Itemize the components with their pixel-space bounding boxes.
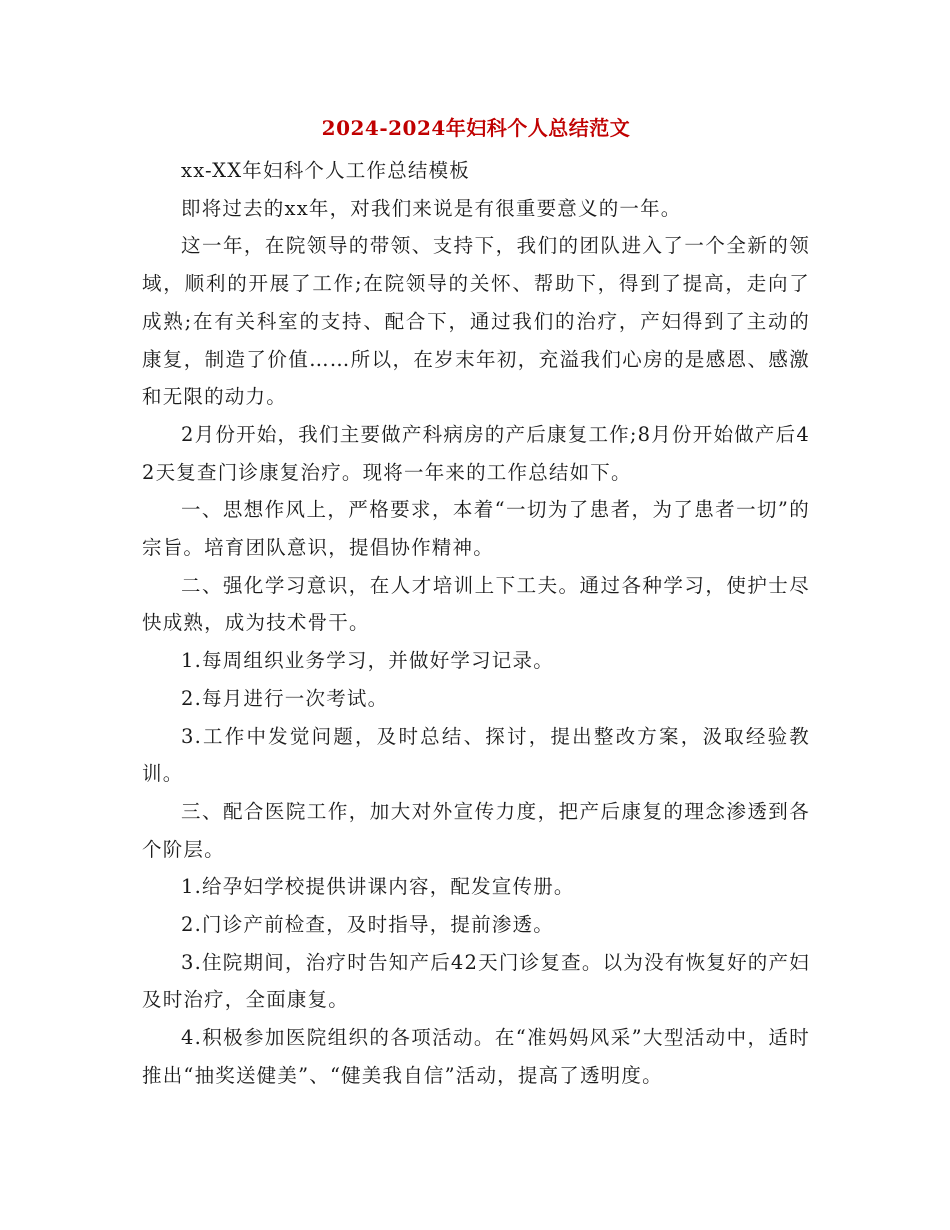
paragraph-section-two: 二、强化学习意识，在人才培训上下工夫。通过各种学习，使护士尽快成熟，成为技术骨干。 [142,573,810,635]
paragraph-item-2-2: 2.每月进行一次考试。 [181,686,389,710]
paragraph-section-three: 三、配合医院工作，加大对外宣传力度，把产后康复的理念渗透到各个阶层。 [142,799,810,861]
paragraph-item-2-1: 1.每周组织业务学习，并做好学习记录。 [181,649,554,673]
document-body [142,152,810,1095]
paragraph-section-one: 一、思想作风上，严格要求，本着“一切为了患者，为了患者一切”的宗旨。培育团队意识，提倡协作精神。 [142,498,810,560]
paragraph-subtitle: xx-XX年妇科个人工作总结模板 [181,159,471,182]
paragraph-work-start: 2月份开始，我们主要做产科病房的产后康复工作;8月份开始做产后42天复查门诊康复治疗。现将一年来的工作总结如下。 [142,422,810,484]
paragraph-intro: 即将过去的xx年，对我们来说是有很重要意义的一年。 [181,196,682,220]
paragraph-item-2-3: 3.工作中发觉问题，及时总结、探讨，提出整改方案，汲取经验教训。 [142,724,810,786]
paragraph-item-3-4: 4.积极参加医院组织的各项活动。在“准妈妈风采”大型活动中，适时推出“抽奖送健美”、“健美我自信”活动，提高了透明度。 [142,1026,810,1087]
document-title: 2024-2024年妇科个人总结范文 [321,116,631,140]
paragraph-item-3-2: 2.门诊产前检查，及时指导，提前渗透。 [181,913,554,937]
paragraph-item-3-1: 1.给孕妇学校提供讲课内容，配发宣传册。 [181,875,575,899]
paragraph-item-3-3: 3.住院期间，治疗时告知产后42天门诊复查。以为没有恢复好的产妇及时治疗，全面康复。 [142,950,810,1012]
paragraph-year-review: 这一年，在院领导的带领、支持下，我们的团队进入了一个全新的领域，顺利的开展了工作;在院领导的关怀、帮助下，得到了提高，走向了成熟;在有关科室的支持、配合下，通过我们的治疗，产妇得到了主动的康复，制造了价值……所以，在岁末年初，充溢我们心房的是感恩、感激和无限的动力。 [142,234,810,409]
